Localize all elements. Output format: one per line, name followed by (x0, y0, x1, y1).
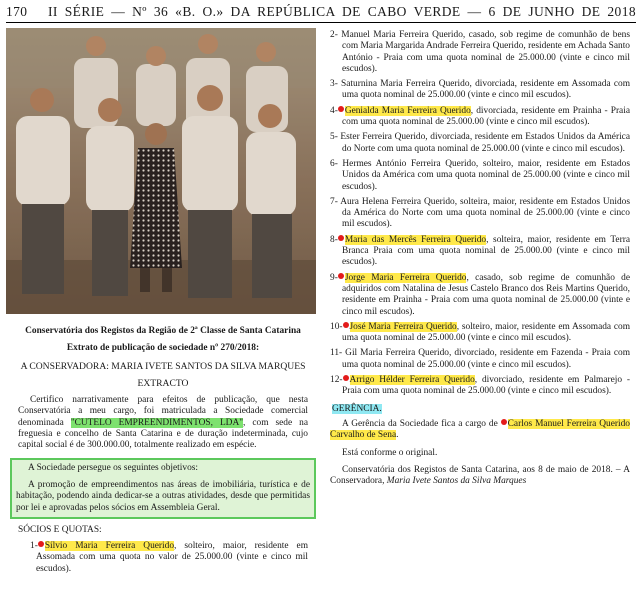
gerencia-before: A Gerência da Sociedade fica a cargo de (342, 418, 501, 429)
partner-10-number: 10- (330, 321, 343, 332)
partner-12-name: Arrigo Hélder Ferreira Querido (349, 375, 475, 386)
registry-title: Conservatória dos Registos da Região de 2ª Classe de Santa Catarina (25, 326, 301, 336)
partner-9 (330, 273, 630, 318)
page-number: 170 (6, 4, 28, 19)
gerencia-paragraph (330, 419, 630, 442)
objectives-text: A promoção de empreendimentos nas áreas de imobiliária, turística e de habitação, podendo ainda dedicar-se a outras atividades, desde que permitidas por lei e aprovadas pelos sócios em Assembleia Geral. (16, 479, 310, 513)
partner-1 (18, 541, 308, 575)
certify-text-before: Certifico narrativamente para efeitos de publicação, que nesta Conservatória a meu cargo, foi matriculada a Sociedade comercial denominada (18, 395, 308, 428)
extract-title: Extrato de publicação de sociedade nº 270/2018: (66, 343, 260, 354)
red-marker-icon (338, 273, 344, 279)
partners-heading: SÓCIOS E QUOTAS: (18, 524, 102, 535)
partner-12-details: , divorciado, residente em Palmarejo - Praia com uma quota nominal de 25.000.00 (vinte e cinco mil escudos). (342, 375, 631, 397)
gerencia-after: . (396, 430, 399, 441)
page-header (6, 4, 636, 22)
partner-2: 2- Manuel Maria Ferreira Querido, casado, sob regime de comunhão de bens com Maria Margarida Andrade Ferreira Querido, residente em Achada Santo António - Praia com uma quota nominal de 25.000.00 (vinte e cinco mil escudos). (330, 30, 630, 74)
red-marker-icon (501, 419, 507, 425)
partner-4-name: Genialda Maria Ferreira Querido (344, 105, 471, 116)
gerencia-heading-line (330, 404, 630, 415)
partner-4-details: , divorciada, residente em Prainha - Praia com uma quota nominal de 25.000.00 (vinte e cinco mil escudos). (342, 105, 630, 128)
partner-11: 11- Gil Maria Ferreira Querido, divorciado, residente em Fazenda - Praia com uma quota nominal de 25.000.00 (vinte e cinco mil escudos). (330, 348, 630, 370)
certify-paragraph (18, 395, 308, 451)
partner-10 (330, 322, 630, 345)
objectives-intro: A Sociedade persegue os seguintes objetivos: (28, 462, 199, 473)
red-marker-icon (38, 541, 44, 547)
partner-12-number: 12- (330, 375, 343, 386)
gazette-title: II SÉRIE — Nº 36 «B. O.» DA REPÚBLICA DE CABO VERDE — 6 DE JUNHO DE 2018 (48, 4, 636, 19)
conform-line: Está conforme o original. (342, 447, 438, 458)
family-photo (6, 28, 316, 314)
partner-9-number: 9- (330, 272, 338, 283)
partner-7: 7- Aura Helena Ferreira Querido, solteira, maior, residente em Estados Unidos da América do Norte com uma quota nominal de 25.000.00 (vinte e cinco mil escudos). (330, 196, 630, 230)
gerencia-name: Carlos Manuel Ferreira Querido Carvalho de Sena (330, 418, 630, 441)
partner-1-number: 1- (30, 541, 38, 552)
closing-signature: Maria Ivete Santos da Silva Marques (386, 476, 527, 487)
red-marker-icon (338, 106, 344, 112)
left-column (18, 322, 308, 575)
partner-8-number: 8- (330, 234, 338, 245)
partner-10-details: , solteiro, maior, residente em Assomada com uma quota nominal de 25.000.00 (vinte e cinco mil escudos). (342, 321, 630, 344)
conservator-line: A CONSERVADORA: MARIA IVETE SANTOS DA SILVA MARQUES (20, 360, 306, 372)
partner-10-name: José Maria Ferreira Querido (349, 321, 457, 332)
partner-5: 5- Ester Ferreira Querido, divorciada, residente em Estados Unidos da América do Norte com uma quota nominal de 25.000.00 (vinte e cinco mil escudos). (330, 132, 630, 154)
partner-9-details: , casado, sob regime de comunhão de adquiridos com Natalina de Jesus Castelo Branco dos Reis Martins Querido, residente em Prainha - Praia com uma quota nominal de 25.000.00 (vinte e cinco mil escudos). (342, 272, 630, 317)
red-marker-icon (343, 375, 349, 381)
header-rule (6, 22, 636, 23)
partner-3: 3- Saturnina Maria Ferreira Querido, divorciada, residente em Assomada com uma quota nominal de 25.000.00 (vinte e cinco mil escudos). (330, 79, 630, 101)
partner-4-number: 4- (330, 105, 338, 116)
company-name: "CUTELO EMPREENDIMENTOS, LDA" (70, 417, 244, 428)
partner-1-details: , solteiro, maior, residente em Assomada com uma quota no valor de 25.000.00 (vinte e cinco mil escudos). (36, 541, 308, 574)
right-column (330, 30, 630, 487)
partner-6: 6- Hermes António Ferreira Querido, solteiro, maior, residente em Estados Unidos da América com uma quota nominal de 25.000.00 (vinte e cinco mil escudos). (330, 158, 630, 192)
partner-12 (330, 375, 630, 398)
partner-9-name: Jorge Maria Ferreira Querido (344, 272, 467, 283)
partner-8-name: Maria das Mercês Ferreira Querido (344, 234, 487, 245)
extract-heading: EXTRACTO (137, 377, 189, 389)
partner-8-details: , solteira, maior, residente em Terra Branca Praia com uma quota nominal de 25.000.00 (vinte e cinco mil escudos). (342, 234, 630, 268)
closing-main: Conservatória dos Registos de Santa Catarina, aos 8 de maio de 2018. – A Conservadora, (330, 464, 630, 487)
partner-8 (330, 235, 630, 269)
closing-paragraph (330, 465, 630, 488)
objectives-box (10, 458, 316, 519)
red-marker-icon (338, 235, 344, 241)
certify-text-after: , com sede na freguesia e concelho de Santa Catarina e de duração indeterminada, cujo capital social é de 300.000.00, totalmente realizado em espécie. (18, 417, 308, 451)
gerencia-heading: GERÊNCIA. (332, 403, 382, 414)
partner-1-name: Sílvio Maria Ferreira Querido (44, 541, 175, 552)
red-marker-icon (343, 322, 349, 328)
family-photo-image (6, 28, 316, 314)
partner-4 (330, 106, 630, 129)
